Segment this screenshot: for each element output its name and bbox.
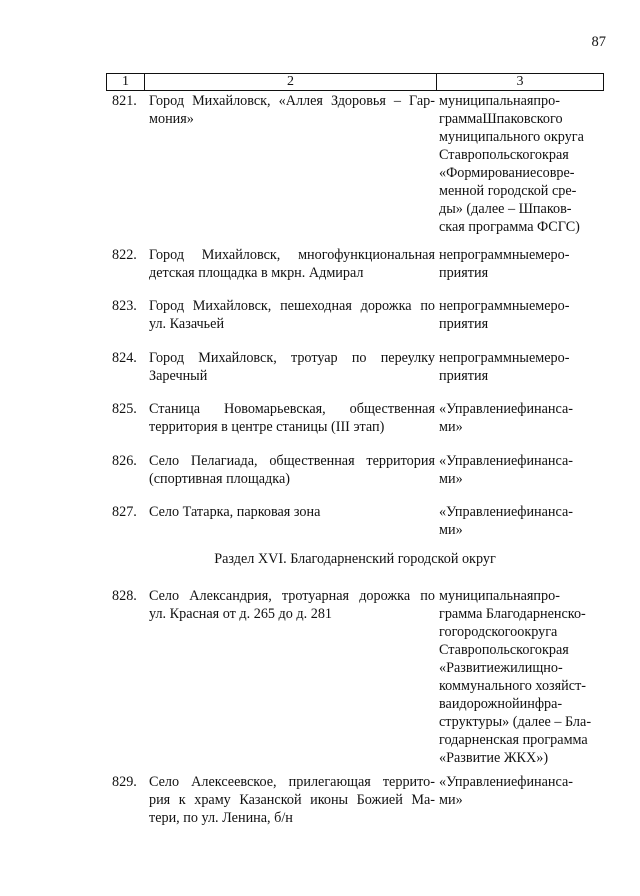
- row-location-line: Город Михайловск, многофункциональная: [149, 247, 435, 263]
- table-header-col-2: 2: [145, 73, 437, 91]
- row-funding-source: [439, 92, 604, 236]
- row-funding-source-line: «Управлениефинанса-: [439, 774, 574, 790]
- row-funding-source-line: годарненская программа: [439, 732, 588, 748]
- row-funding-source-line: приятия: [439, 265, 489, 281]
- row-location-line: Село Александрия, тротуарная дорожка по: [149, 588, 435, 604]
- row-funding-source-line: ская программа ФСГС): [439, 219, 580, 235]
- row-funding-source: [439, 297, 604, 333]
- row-funding-source-line: муниципального округа: [439, 129, 584, 145]
- row-funding-source-line: ваидорожнойинфра-: [439, 696, 563, 712]
- row-funding-source-line: «Управлениефинанса-: [439, 504, 574, 520]
- row-funding-source-line: непрограммныемеро-: [439, 247, 570, 263]
- section-title: Раздел XVI. Благодарненский городской округ: [214, 551, 496, 567]
- row-funding-source-line: ми»: [439, 792, 463, 808]
- table-header-col-1: 1: [106, 73, 145, 91]
- row-funding-source: [439, 246, 604, 282]
- row-location: [149, 452, 435, 488]
- table-header: [106, 73, 604, 91]
- row-funding-source-line: ми»: [439, 471, 463, 487]
- row-funding-source-line: ми»: [439, 522, 463, 538]
- page-number: 87: [591, 34, 606, 50]
- row-funding-source-line: «Управлениефинанса-: [439, 401, 574, 417]
- row-location: [149, 246, 435, 282]
- row-funding-source-line: «Управлениефинанса-: [439, 453, 574, 469]
- row-funding-source: [439, 400, 604, 436]
- row-number: 826.: [112, 453, 137, 469]
- row-location: [149, 92, 435, 128]
- row-location: [149, 587, 435, 623]
- row-number: 829.: [112, 774, 137, 790]
- row-funding-source-line: структуры» (далее – Бла-: [439, 714, 592, 730]
- row-funding-source-line: муниципальнаяпро-: [439, 588, 560, 604]
- row-location-line: мония»: [149, 111, 194, 127]
- row-location-line: Село Татарка, парковая зона: [149, 504, 321, 520]
- row-funding-source: [439, 503, 604, 539]
- row-location-line: детская площадка в мкрн. Адмирал: [149, 265, 364, 281]
- row-funding-source-line: грамма Благодарненско-: [439, 606, 586, 622]
- row-funding-source-line: Ставропольскогокрая: [439, 642, 569, 658]
- row-funding-source: [439, 587, 604, 767]
- row-funding-source: [439, 349, 604, 385]
- row-location-line: (спортивная площадка): [149, 471, 290, 487]
- row-number: 822.: [112, 247, 137, 263]
- row-location-line: территория в центре станицы (III этап): [149, 419, 385, 435]
- row-location-line: Село Пелагиада, общественная территория: [149, 453, 435, 469]
- row-funding-source-line: «Развитие ЖКХ»): [439, 750, 549, 766]
- row-funding-source-line: приятия: [439, 316, 489, 332]
- row-location-line: Заречный: [149, 368, 208, 384]
- row-funding-source-line: ды» (далее – Шпаков-: [439, 201, 572, 217]
- row-funding-source-line: «Развитиежилищно-: [439, 660, 563, 676]
- row-number: 824.: [112, 350, 137, 366]
- row-location-line: Город Михайловск, «Аллея Здоровья – Гар-: [149, 93, 435, 109]
- row-number: 821.: [112, 93, 137, 109]
- row-funding-source-line: коммунального хозяйст-: [439, 678, 586, 694]
- row-location: [149, 400, 435, 436]
- row-number: 823.: [112, 298, 137, 314]
- row-location-line: тери, по ул. Ленина, б/н: [149, 810, 293, 826]
- row-location: [149, 349, 435, 385]
- row-funding-source-line: граммаШпаковского: [439, 111, 563, 127]
- row-location: [149, 773, 435, 827]
- row-location: [149, 297, 435, 333]
- row-number: 827.: [112, 504, 137, 520]
- row-funding-source-line: приятия: [439, 368, 489, 384]
- row-location-line: рия к храму Казанской иконы Божией Ма-: [149, 792, 435, 808]
- table-header-col-3: 3: [437, 73, 604, 91]
- row-location-line: ул. Казачьей: [149, 316, 225, 332]
- row-funding-source-line: непрограммныемеро-: [439, 298, 570, 314]
- row-location-line: Станица Новомарьевская, общественная: [149, 401, 435, 417]
- row-funding-source-line: непрограммныемеро-: [439, 350, 570, 366]
- row-funding-source-line: «Формированиесовре-: [439, 165, 575, 181]
- row-funding-source: [439, 773, 604, 809]
- row-location: [149, 503, 435, 521]
- row-location-line: ул. Красная от д. 265 до д. 281: [149, 606, 333, 622]
- row-funding-source: [439, 452, 604, 488]
- row-funding-source-line: ми»: [439, 419, 463, 435]
- row-location-line: Село Алексеевское, прилегающая террито-: [149, 774, 435, 790]
- row-funding-source-line: Ставропольскогокрая: [439, 147, 569, 163]
- row-funding-source-line: гогородскогоокруга: [439, 624, 558, 640]
- row-location-line: Город Михайловск, пешеходная дорожка по: [149, 298, 435, 314]
- row-funding-source-line: муниципальнаяпро-: [439, 93, 560, 109]
- row-funding-source-line: менной городской сре-: [439, 183, 577, 199]
- row-number: 828.: [112, 588, 137, 604]
- row-number: 825.: [112, 401, 137, 417]
- row-location-line: Город Михайловск, тротуар по переулку: [149, 350, 435, 366]
